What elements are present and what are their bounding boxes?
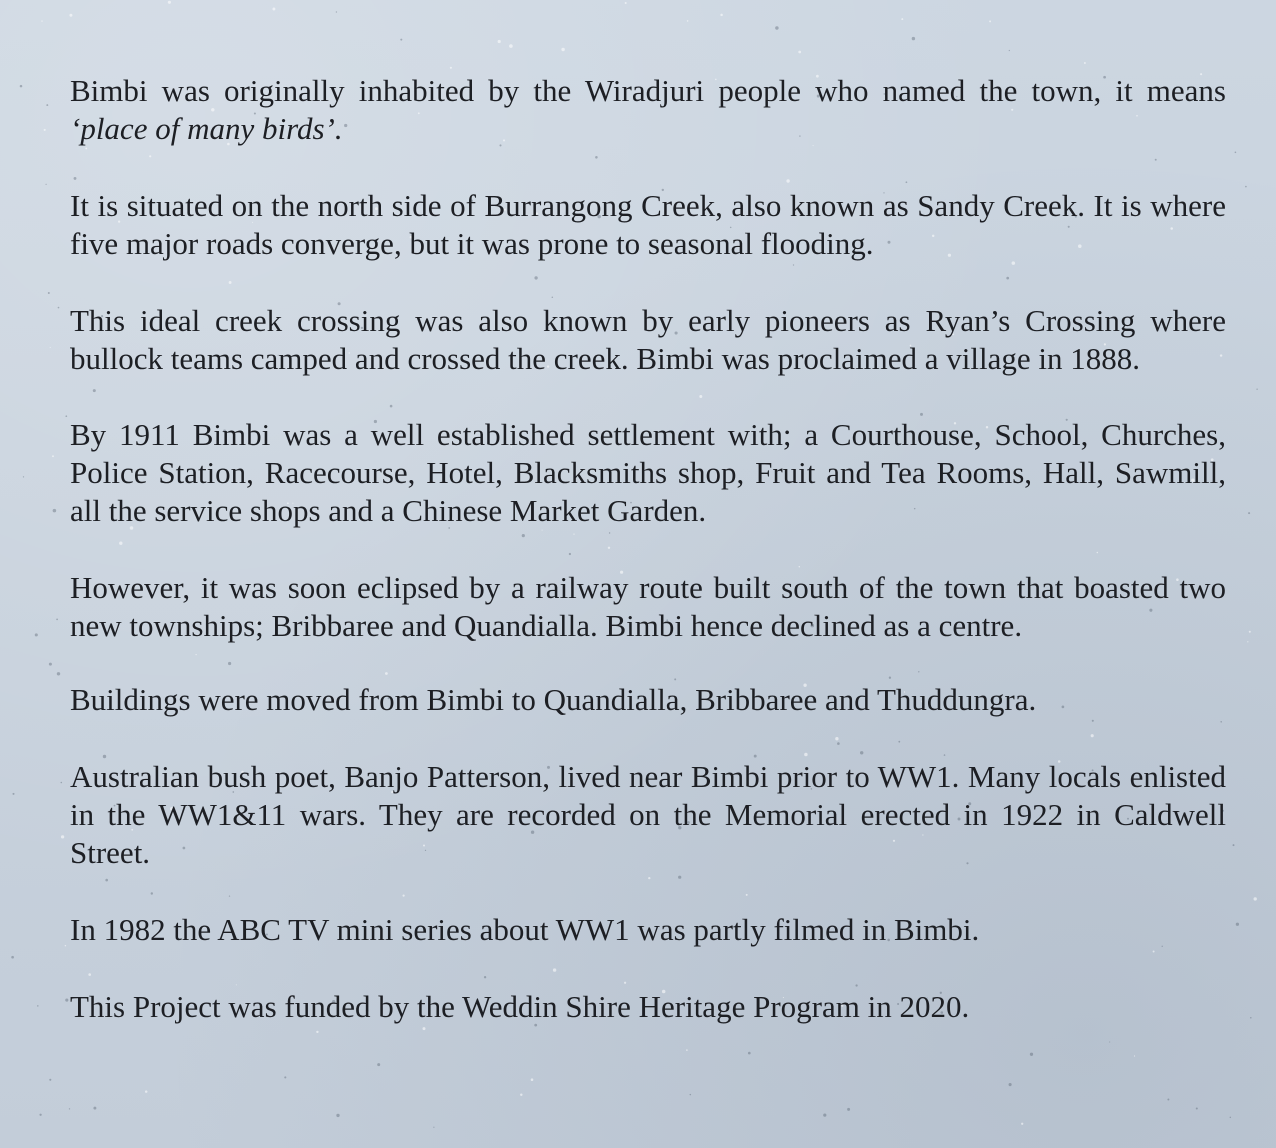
surface-speck [41,20,42,21]
surface-speck [1196,1107,1198,1109]
surface-speck [1230,1117,1231,1118]
surface-speck [39,1114,41,1116]
surface-speck [69,1108,70,1109]
surface-speck [1254,897,1257,900]
surface-speck [1134,1055,1135,1056]
paragraph-location: It is situated on the north side of Burrangong Creek, also known as Sandy Creek. It is where five major roads converge, but it was prone to seasonal flooding. [70,188,1226,261]
surface-speck [44,129,46,131]
surface-speck [11,956,14,959]
surface-speck [625,2,627,4]
paragraph-railway: However, it was soon eclipsed by a railway route built south of the town that boasted two new townships; Bribbaree and Quandialla. Bimbi hence declined as a centre. [70,570,1226,643]
surface-speck [57,672,60,675]
paragraph-buildings: Buildings were moved from Bimbi to Quandialla, Bribbaree and Thuddungra. [70,682,1037,717]
surface-speck [687,20,689,22]
surface-speck [61,835,64,838]
surface-speck [1009,50,1010,51]
surface-speck [12,793,14,795]
surface-speck [45,184,46,185]
surface-speck [1109,1041,1110,1042]
surface-speck [46,104,48,106]
surface-speck [1084,62,1086,64]
surface-speck [65,999,68,1002]
paragraph-origin [70,72,1226,148]
surface-speck [52,455,54,457]
surface-speck [498,40,501,43]
surface-speck [20,85,23,88]
surface-speck [1249,631,1251,633]
surface-speck [775,26,778,29]
surface-speck [65,945,66,946]
surface-speck [168,1,171,4]
surface-speck [58,307,60,309]
surface-speck [1245,186,1247,188]
surface-speck [748,1052,751,1055]
paragraph-crossing: This ideal creek crossing was also known by early pioneers as Ryan’s Crossing where bullock teams camped and crossed the creek. Bimbi was proclaimed a village in 1888. [70,303,1226,376]
surface-speck [316,1031,318,1033]
surface-speck [1256,389,1257,390]
surface-speck [912,37,915,40]
surface-speck [53,509,57,513]
surface-speck [284,1076,286,1078]
paragraph-origin-meaning: ‘place of many birds’. [70,111,343,146]
paragraph-funding: This Project was funded by the Weddin Shire Heritage Program in 2020. [70,989,970,1024]
surface-speck [901,18,903,20]
surface-speck [69,14,72,17]
surface-speck [272,8,275,11]
surface-speck [686,1049,688,1051]
surface-speck [1250,1017,1252,1019]
surface-speck [989,20,991,22]
paragraph-poet: Australian bush poet, Banjo Patterson, lived near Bimbi prior to WW1. Many locals enlisted in the WW1&11 wars. They are recorded on the Memorial erected in 1922 in Caldwell Street. [70,759,1226,870]
surface-speck [93,1107,96,1110]
surface-speck [37,1005,39,1007]
surface-speck [1248,512,1250,514]
surface-speck [1030,1053,1033,1056]
surface-speck [1021,1123,1023,1125]
surface-speck [509,44,513,48]
surface-speck [423,1027,426,1030]
surface-speck [561,48,564,51]
surface-speck [1009,1083,1012,1086]
surface-speck [145,1090,148,1093]
surface-speck [433,1127,434,1128]
surface-speck [1236,923,1239,926]
surface-speck [720,14,723,17]
surface-speck [23,476,24,477]
plaque-text [70,72,1226,1026]
surface-speck [400,39,402,41]
surface-speck [377,1063,380,1066]
surface-speck [56,619,58,621]
paragraph-origin-text: Bimbi was originally inhabited by the Wiradjuri people who named the town, it means [70,73,1226,108]
surface-speck [798,51,801,54]
surface-speck [61,782,63,784]
surface-speck [336,1114,339,1117]
surface-speck [48,292,50,294]
paragraph-settlement: By 1911 Bimbi was a well established settlement with; a Courthouse, School, Churches, Police Station, Racecourse, Hotel, Blacksmiths shop, Fruit and Tea Rooms, Hall, Sawmill, all the service shops and a Chinese Market Garden. [70,417,1226,528]
surface-speck [1167,1099,1169,1101]
surface-speck [35,633,38,636]
surface-speck [531,1078,534,1081]
surface-speck [1235,151,1237,153]
surface-speck [65,415,67,417]
surface-speck [49,1079,51,1081]
surface-speck [690,1094,691,1095]
surface-speck [1247,641,1248,642]
paragraph-tv-series: In 1982 the ABC TV mini series about WW1 was partly filmed in Bimbi. [70,912,980,947]
surface-speck [49,663,52,666]
surface-speck [336,11,337,12]
surface-speck [520,1094,522,1096]
surface-speck [1233,844,1235,846]
surface-speck [50,347,51,348]
surface-speck [823,1114,826,1117]
surface-speck [847,1108,850,1111]
surface-speck [450,67,452,69]
